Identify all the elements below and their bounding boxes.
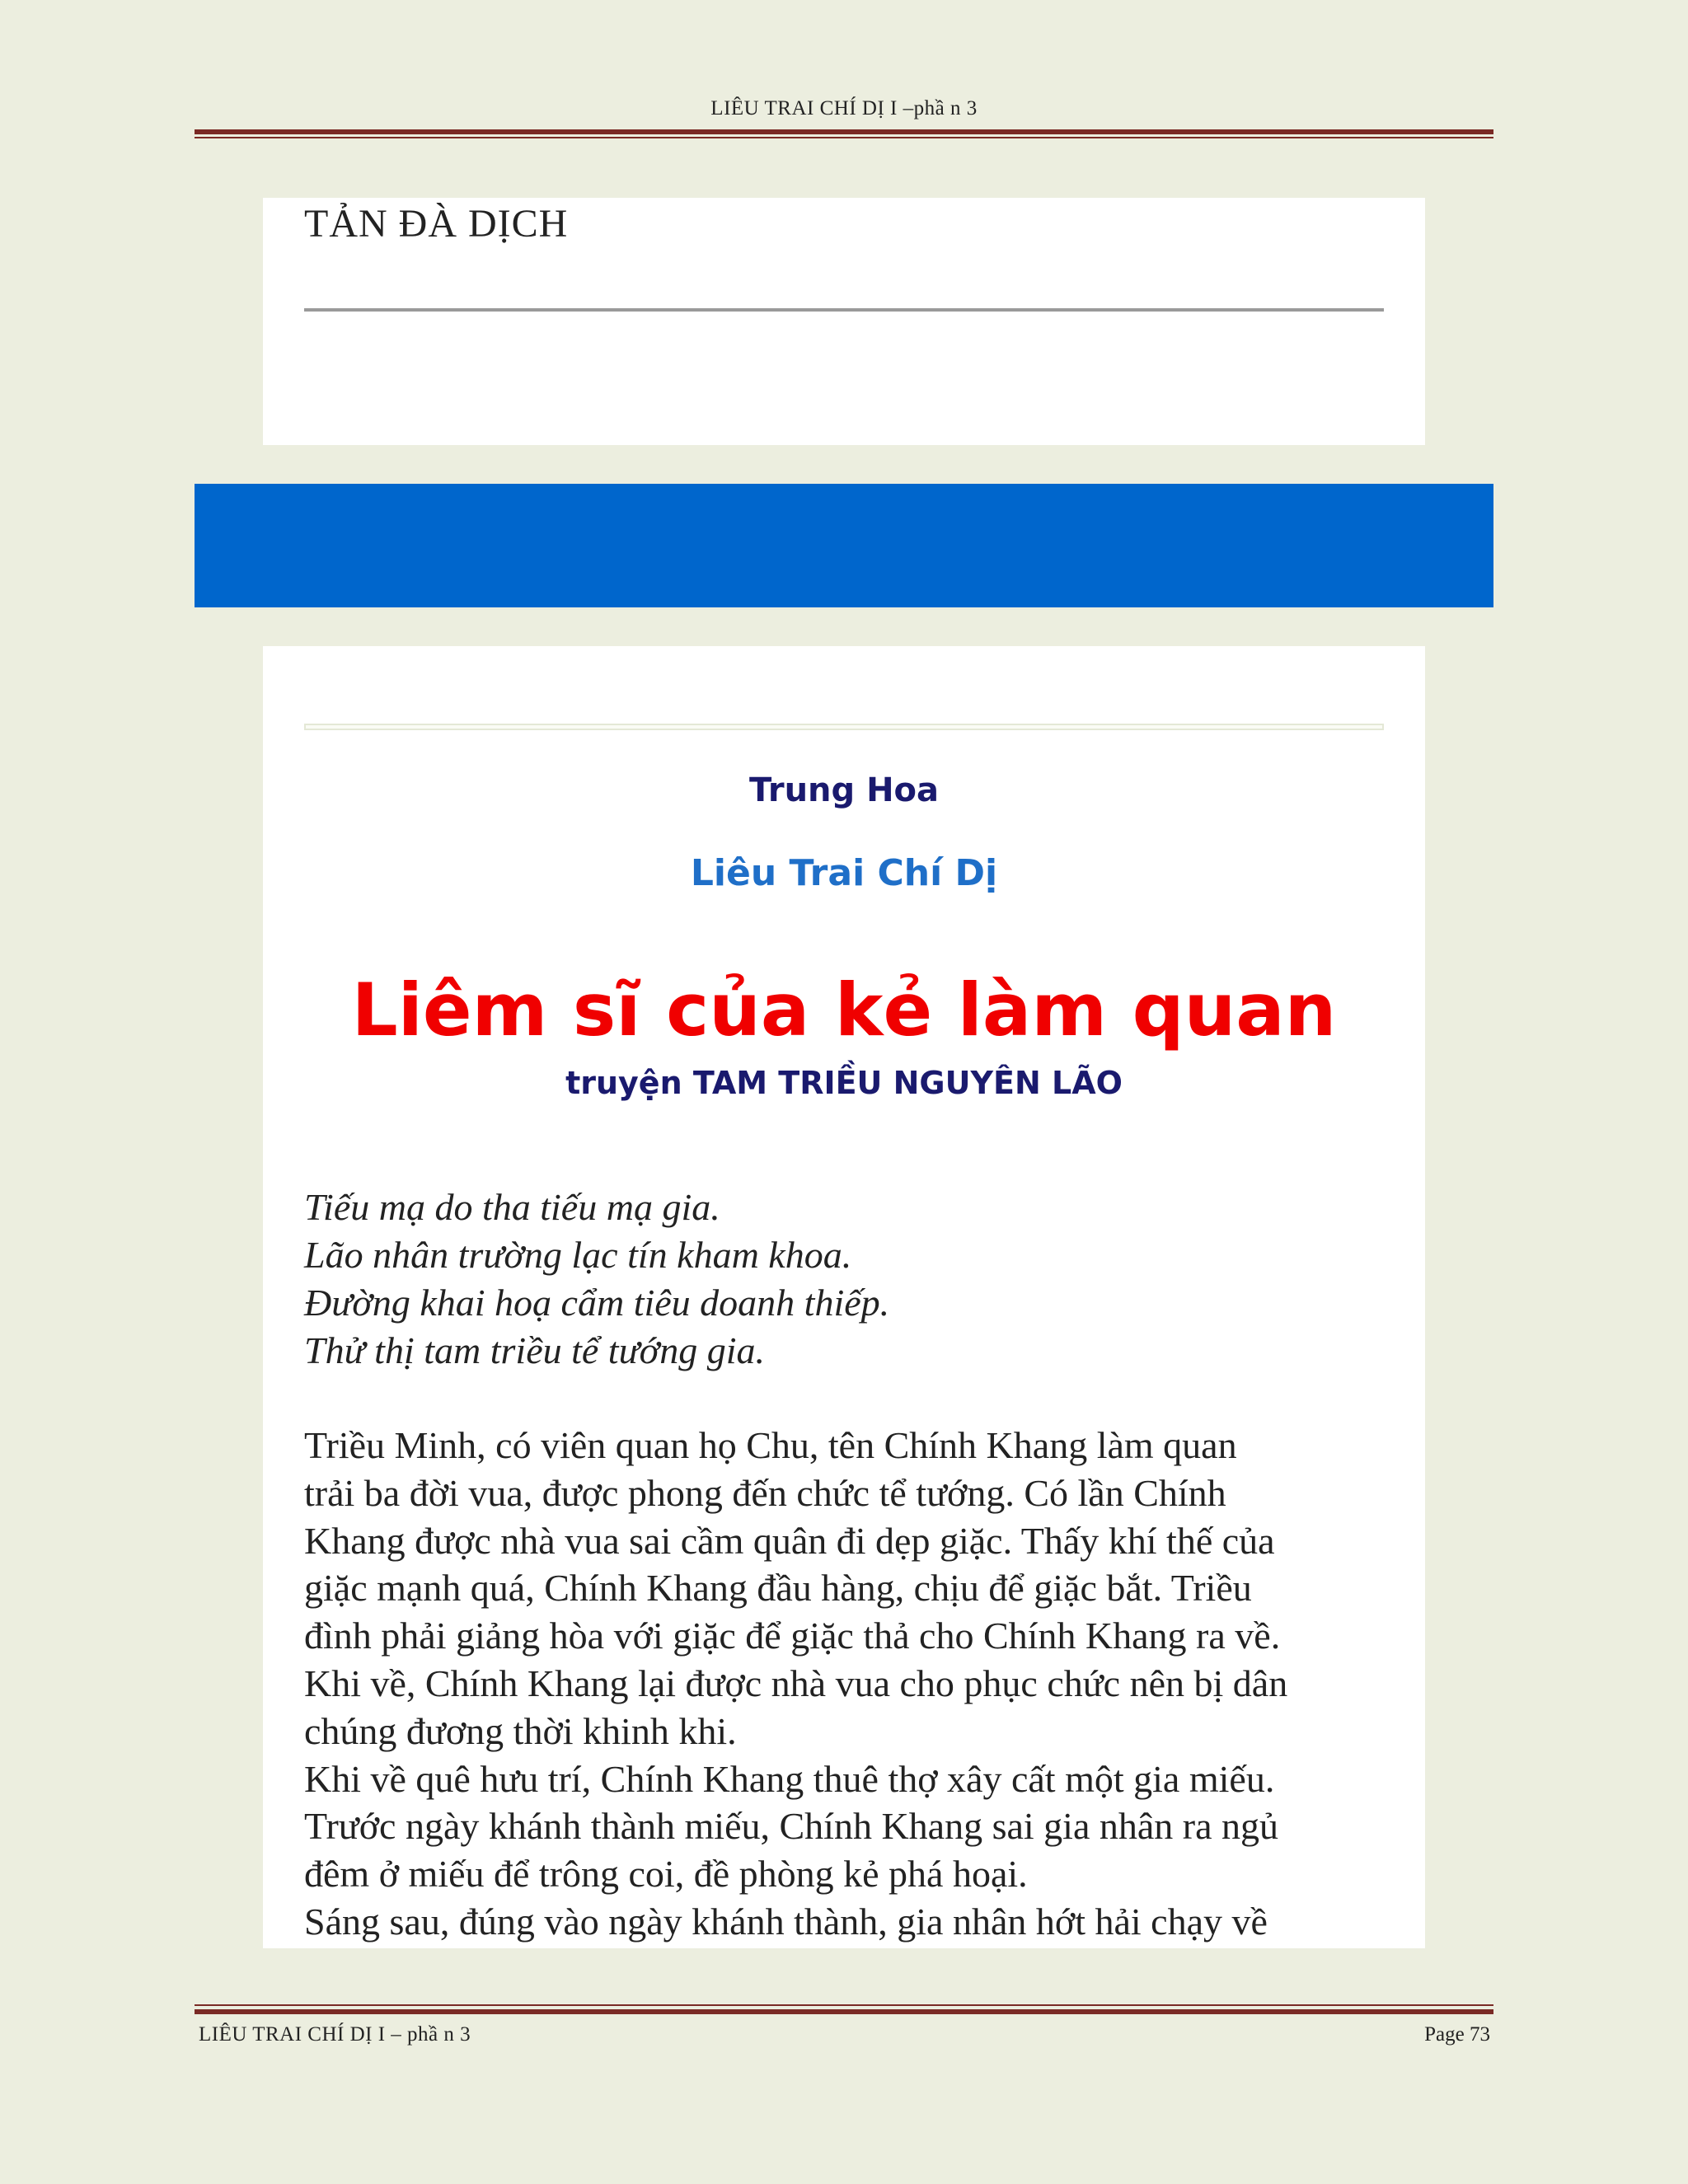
translator-credit: TẢN ĐÀ DỊCH — [304, 202, 569, 246]
body-line: Sáng sau, đúng vào ngày khánh thành, gia nhân hớt hải chạy về — [304, 1900, 1268, 1943]
header-rule-thick — [195, 129, 1493, 134]
footer-rule-thick — [195, 2009, 1493, 2014]
body-line: đình phải giảng hòa với giặc để giặc thả cho Chính Khang ra về. — [304, 1615, 1281, 1657]
story-subtitle: truyện TAM TRIỀU NGUYÊN LÃO — [565, 1065, 1123, 1101]
body-line: đêm ở miếu để trông coi, đề phòng kẻ phá hoại. — [304, 1853, 1028, 1896]
body-line: trải ba đời vua, được phong đến chức tể tướng. Có lần Chính — [304, 1471, 1226, 1514]
blue-banner — [195, 484, 1493, 607]
body-line: Khang được nhà vua sai cầm quân đi dẹp giặc. Thấy khí thế của — [304, 1519, 1275, 1562]
poem-line: Lão nhân trường lạc tín kham khoa. — [304, 1234, 852, 1276]
running-footer: LIÊU TRAI CHÍ DỊ I – phầ n 3 — [199, 2023, 471, 2046]
body-line: Khi về quê hưu trí, Chính Khang thuê thợ xây cất một gia miếu. — [304, 1757, 1275, 1800]
story-divider — [304, 724, 1384, 730]
body-line: Triều Minh, có viên quan họ Chu, tên Chính Khang làm quan — [304, 1424, 1237, 1466]
body-line: Khi về, Chính Khang lại được nhà vua cho phục chức nên bị dân — [304, 1661, 1288, 1704]
running-header: LIÊU TRAI CHÍ DỊ I –phầ n 3 — [710, 97, 978, 120]
body-line: giặc mạnh quá, Chính Khang đầu hàng, chịu để giặc bắt. Triều — [304, 1567, 1252, 1610]
poem-line: Tiếu mạ do tha tiếu mạ gia. — [304, 1186, 720, 1228]
story-title: Liêm sĩ của kẻ làm quan — [351, 968, 1337, 1052]
poem-line: Đường khai hoạ cẩm tiêu doanh thiếp. — [304, 1282, 890, 1324]
poem-line: Thử thị tam triều tể tướng gia. — [304, 1329, 766, 1371]
page-number: Page 73 — [1424, 2023, 1490, 2046]
translator-divider — [304, 308, 1384, 312]
story-card — [263, 646, 1425, 1948]
story-country: Trung Hoa — [748, 771, 940, 809]
translator-card — [263, 198, 1425, 445]
story-collection: Liêu Trai Chí Dị — [690, 852, 998, 894]
footer-rule-thin — [195, 2004, 1493, 2006]
story-body — [304, 1422, 1400, 1946]
body-line: Trước ngày khánh thành miếu, Chính Khang sai gia nhân ra ngủ — [304, 1805, 1279, 1848]
header-rule-thin — [195, 137, 1493, 138]
poem — [304, 1183, 1392, 1375]
body-line: chúng đương thời khinh khi. — [304, 1709, 737, 1752]
